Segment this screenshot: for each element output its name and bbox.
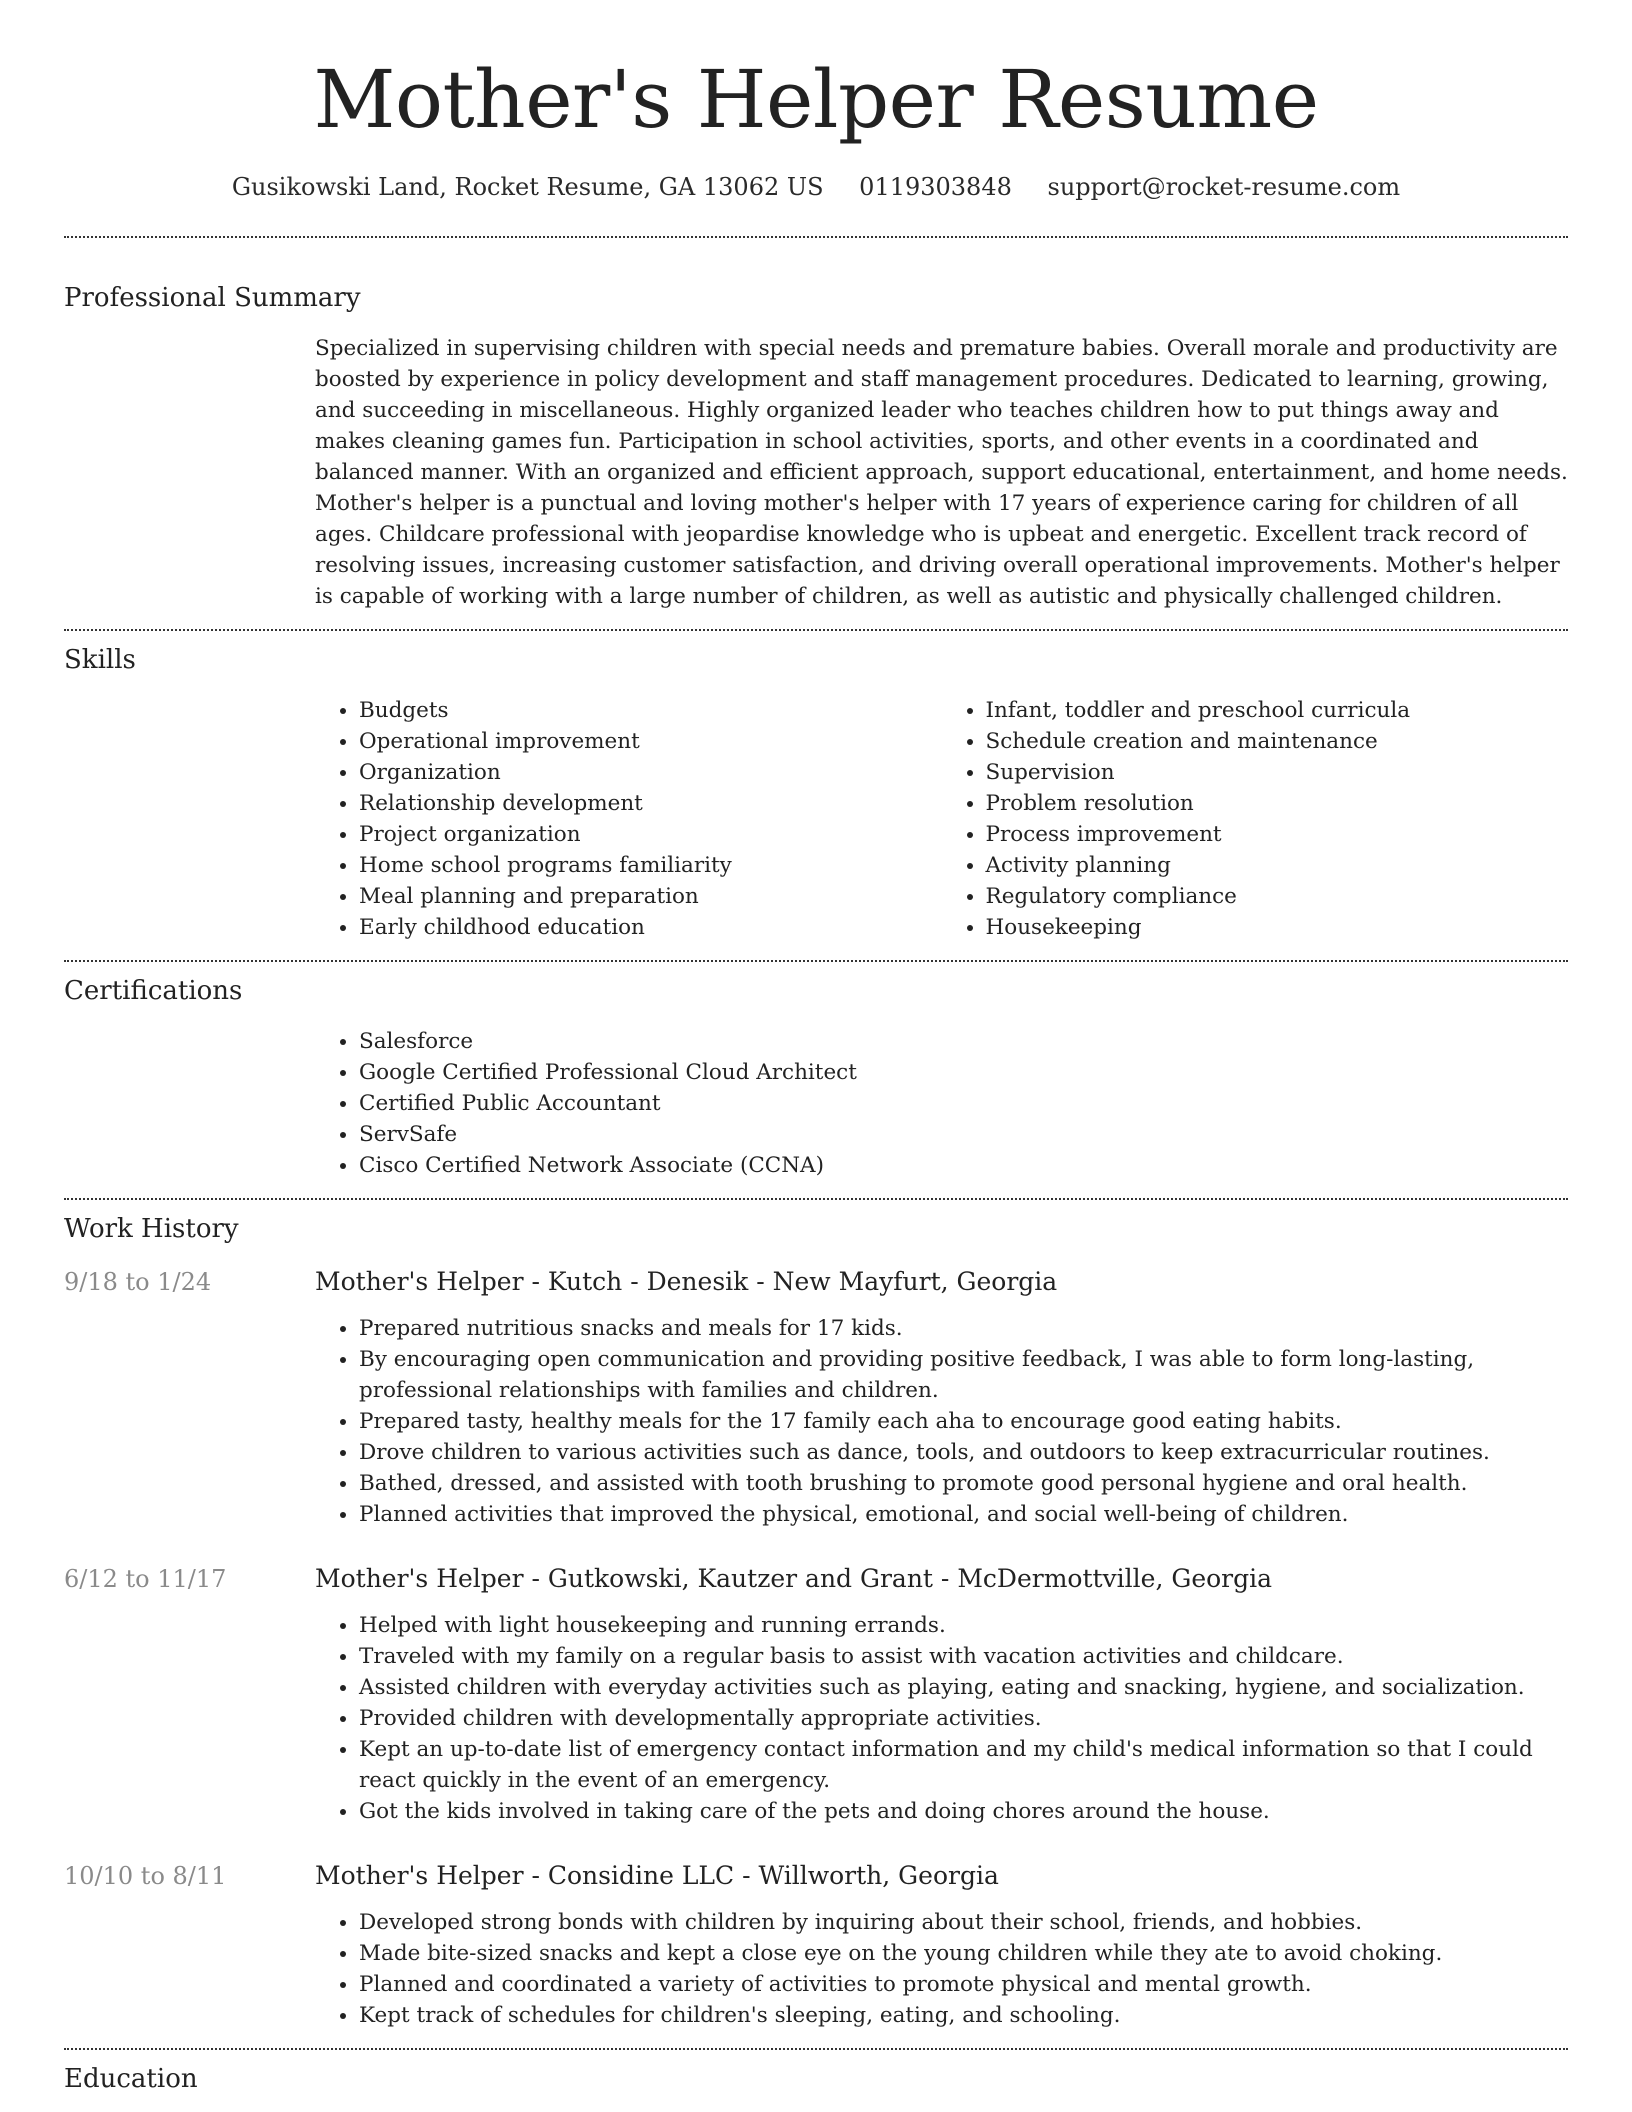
skill-item: • Budgets xyxy=(359,695,942,726)
skill-item: • Organization xyxy=(359,757,942,788)
skill-item: • Operational improvement xyxy=(359,726,942,757)
skill-item: • Project organization xyxy=(359,819,942,850)
skill-item: • Relationship development xyxy=(359,788,942,819)
contact-line xyxy=(64,170,1568,204)
skill-item: • Supervision xyxy=(986,757,1569,788)
skill-item: • Early childhood education xyxy=(359,912,942,943)
skills-list-right xyxy=(942,695,1569,943)
section-title-work-history: Work History xyxy=(64,1214,239,1244)
certification-item: • Google Certified Professional Cloud Architect xyxy=(359,1057,1568,1088)
job-bullet: • Prepared tasty, healthy meals for the 17 family each aha to encourage good eating habits. xyxy=(359,1406,1568,1437)
job-body xyxy=(315,1859,1568,2031)
contact-address: Gusikowski Land, Rocket Resume, GA 13062 US xyxy=(231,173,824,201)
job-bullet: • Made bite-sized snacks and kept a close eye on the young children while they ate to avoid choking. xyxy=(359,1938,1568,1969)
section-title-certifications: Certifications xyxy=(64,976,243,1006)
education-section xyxy=(64,2050,1568,2097)
skill-item: • Problem resolution xyxy=(986,788,1569,819)
certifications-list xyxy=(315,1026,1568,1181)
section-title-education: Education xyxy=(64,2064,198,2094)
certification-item: • Cisco Certified Network Associate (CCNA) xyxy=(359,1150,1568,1181)
job-bullet: • Bathed, dressed, and assisted with tooth brushing to promote good personal hygiene and oral health. xyxy=(359,1468,1568,1499)
job-title: Mother's Helper - Considine LLC - Willworth, Georgia xyxy=(315,1861,999,1890)
job-entry xyxy=(64,1859,1568,2031)
job-bullets xyxy=(315,1907,1568,2031)
skill-item: • Meal planning and preparation xyxy=(359,881,942,912)
resume-title: Mother's Helper Resume xyxy=(313,53,1319,146)
skill-item: • Home school programs familiarity xyxy=(359,850,942,881)
skill-item: • Activity planning xyxy=(986,850,1569,881)
job-bullet: • Kept an up-to-date list of emergency contact information and my child's medical information so that I could react quickly in the event of an emergency. xyxy=(359,1734,1568,1796)
job-bullet: • Planned and coordinated a variety of activities to promote physical and mental growth. xyxy=(359,1969,1568,2000)
job-bullet: • Prepared nutritious snacks and meals for 17 kids. xyxy=(359,1313,1568,1344)
job-dates: 9/18 to 1/24 xyxy=(64,1268,212,1296)
resume-page xyxy=(64,0,1568,2097)
job-bullet: • Planned activities that improved the physical, emotional, and social well-being of children. xyxy=(359,1499,1568,1530)
contact-email: support@rocket-resume.com xyxy=(1047,173,1401,201)
certification-item: • Salesforce xyxy=(359,1026,1568,1057)
job-entry xyxy=(64,1562,1568,1827)
job-title: Mother's Helper - Kutch - Denesik - New Mayfurt, Georgia xyxy=(315,1267,1058,1296)
summary-text: Specialized in supervising children with special needs and premature babies. Overall morale and productivity are boosted by experience in policy development and staff management procedures. Dedicated to learning, growing, and succeeding in miscellaneous. Highly organized leader who teaches children how to put things away and makes cleaning games fun. Participation in school activities, sports, and other events in a coordinated and balanced manner. With an organized and efficient approach, support educational, entertainment, and home needs. Mother's helper is a punctual and loving mother's helper with 17 years of experience caring for children of all ages. Childcare professional with jeopardise knowledge who is upbeat and energetic. Excellent track record of resolving issues, increasing customer satisfaction, and driving overall operational improvements. Mother's helper is capable of working with a large number of children, as well as autistic and physically challenged children. xyxy=(315,336,1568,609)
job-bullet: • Helped with light housekeeping and running errands. xyxy=(359,1610,1568,1641)
skill-item: • Housekeeping xyxy=(986,912,1569,943)
skill-item: • Process improvement xyxy=(986,819,1569,850)
job-bullet: • Kept track of schedules for children's sleeping, eating, and schooling. xyxy=(359,2000,1568,2031)
certification-item: • Certified Public Accountant xyxy=(359,1088,1568,1119)
job-bullet: • Assisted children with everyday activities such as playing, eating and snacking, hygiene, and socialization. xyxy=(359,1672,1568,1703)
job-body xyxy=(315,1562,1568,1827)
contact-phone: 0119303848 xyxy=(859,173,1012,201)
job-bullet: • Developed strong bonds with children by inquiring about their school, friends, and hobbies. xyxy=(359,1907,1568,1938)
job-bullets xyxy=(315,1610,1568,1827)
section-title-skills: Skills xyxy=(64,645,136,675)
job-bullet: • Traveled with my family on a regular basis to assist with vacation activities and childcare. xyxy=(359,1641,1568,1672)
skills-content xyxy=(315,695,1568,943)
skills-section xyxy=(64,631,1568,943)
job-title: Mother's Helper - Gutkowski, Kautzer and Grant - McDermottville, Georgia xyxy=(315,1564,1273,1593)
certification-item: • ServSafe xyxy=(359,1119,1568,1150)
work-history-section xyxy=(64,1200,1568,2031)
job-bullet: • Provided children with developmentally appropriate activities. xyxy=(359,1703,1568,1734)
certifications-content xyxy=(315,1026,1568,1181)
job-entry xyxy=(64,1265,1568,1530)
job-bullets xyxy=(315,1313,1568,1530)
job-bullet: • Got the kids involved in taking care of the pets and doing chores around the house. xyxy=(359,1796,1568,1827)
job-dates: 6/12 to 11/17 xyxy=(64,1565,227,1593)
job-body xyxy=(315,1265,1568,1530)
job-dates: 10/10 to 8/11 xyxy=(64,1862,227,1890)
summary-section xyxy=(64,238,1568,612)
skill-item: • Schedule creation and maintenance xyxy=(986,726,1569,757)
summary-content xyxy=(315,333,1568,612)
certifications-section xyxy=(64,962,1568,1181)
section-title-summary: Professional Summary xyxy=(64,283,361,313)
skill-item: • Infant, toddler and preschool curricula xyxy=(986,695,1569,726)
skills-list-left xyxy=(315,695,942,943)
skill-item: • Regulatory compliance xyxy=(986,881,1569,912)
job-bullet: • Drove children to various activities such as dance, tools, and outdoors to keep extracurricular routines. xyxy=(359,1437,1568,1468)
job-bullet: • By encouraging open communication and providing positive feedback, I was able to form long-lasting, professional relationships with families and children. xyxy=(359,1344,1568,1406)
